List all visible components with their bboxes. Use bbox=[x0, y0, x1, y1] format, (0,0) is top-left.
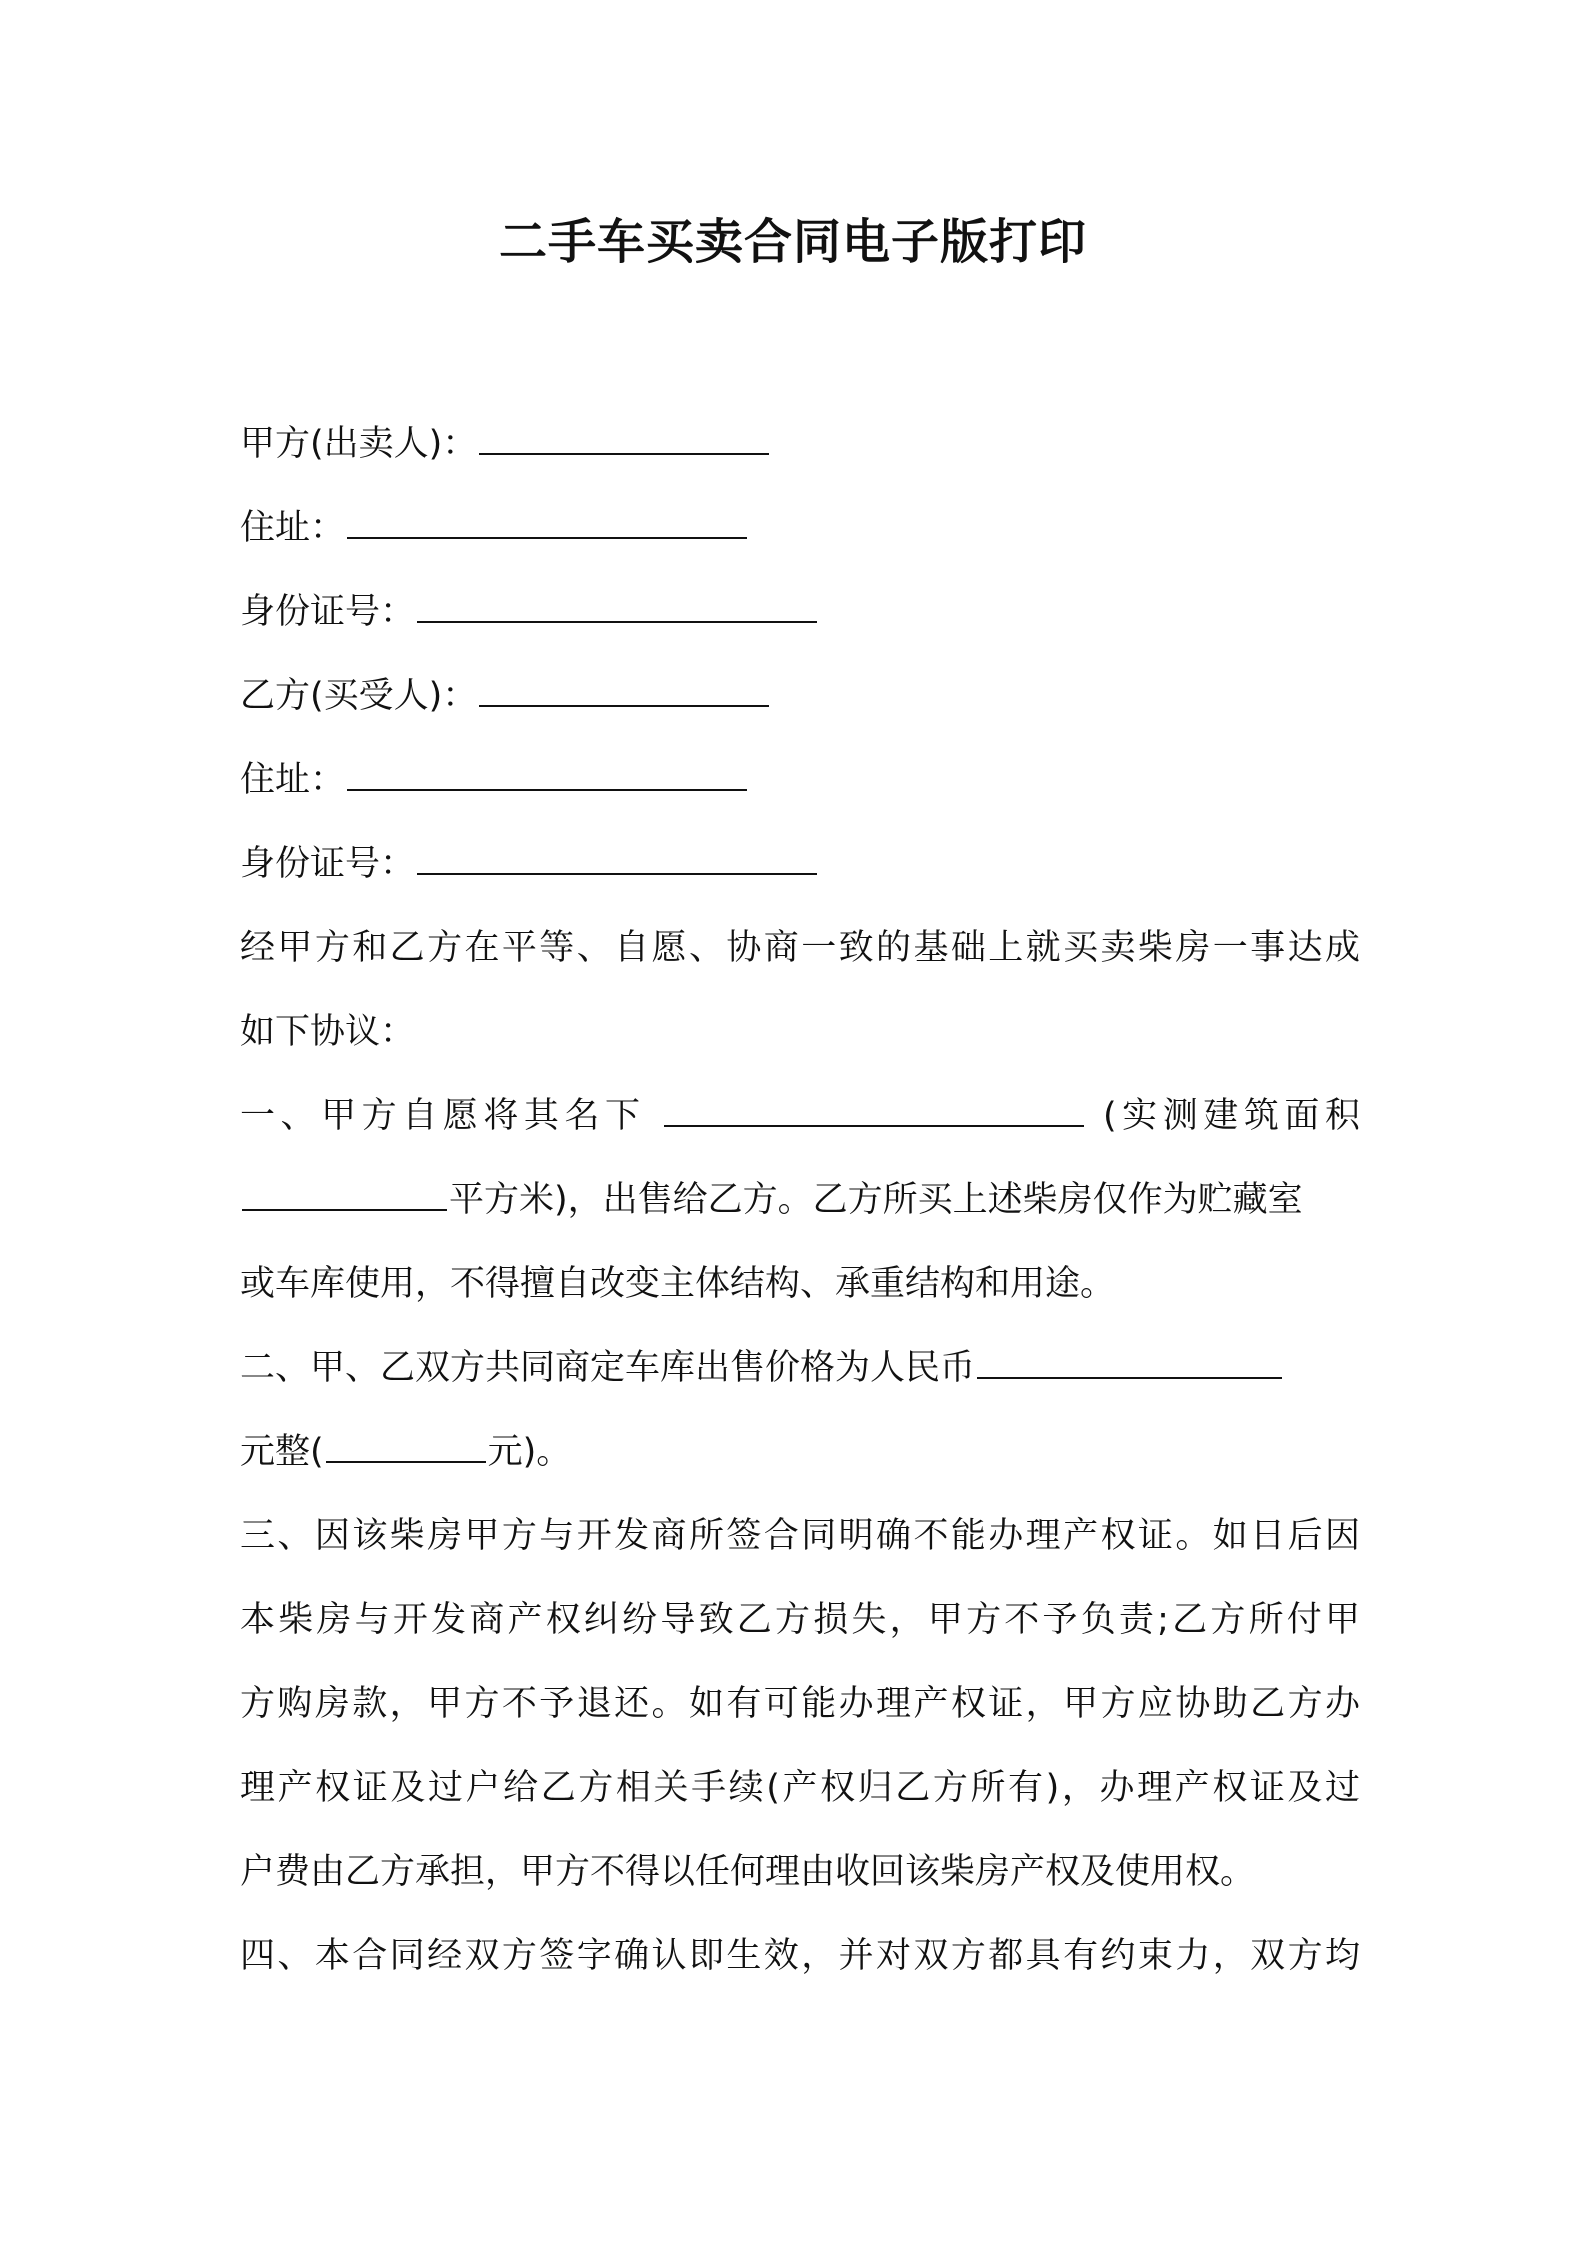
party-a-id-label: 身份证号： bbox=[240, 592, 416, 632]
party-b-address-label: 住址： bbox=[240, 760, 346, 800]
clause-4-line-1 bbox=[240, 1914, 1360, 1998]
intro-line-1 bbox=[240, 906, 1360, 990]
clause-3-line-2 bbox=[240, 1578, 1360, 1662]
party-b-address-blank bbox=[347, 754, 747, 791]
clause-1-line-3 bbox=[240, 1242, 1360, 1326]
contract-body bbox=[240, 402, 1360, 1998]
party-b-id-line bbox=[240, 822, 1360, 906]
party-b-buyer-line bbox=[240, 654, 1360, 738]
party-b-address-line bbox=[240, 738, 1360, 822]
party-b-id-blank bbox=[417, 838, 817, 875]
document-title: 二手车买卖合同电子版打印 bbox=[498, 214, 1087, 270]
price-words-blank bbox=[977, 1342, 1282, 1379]
clause-3-text-4: 理产权证及过户给乙方相关手续(产权归乙方所有)，办理产权证及过 bbox=[240, 1768, 1360, 1808]
clause-3-line-1 bbox=[240, 1494, 1360, 1578]
clause-3-text-5: 户费由乙方承担，甲方不得以任何理由收回该柴房产权及使用权。 bbox=[240, 1852, 1256, 1892]
intro-line-2 bbox=[240, 990, 1360, 1074]
party-a-name-blank bbox=[479, 418, 769, 455]
clause-4-text-1: 四、本合同经双方签字确认即生效，并对双方都具有约束力，双方均 bbox=[240, 1936, 1360, 1976]
area-blank bbox=[242, 1174, 447, 1211]
price-number-blank bbox=[326, 1426, 486, 1463]
party-a-seller-line bbox=[240, 402, 1360, 486]
intro-text-2: 如下协议： bbox=[240, 1012, 416, 1052]
clause-3-text-1: 三、因该柴房甲方与开发商所签合同明确不能办理产权证。如日后因 bbox=[240, 1516, 1360, 1556]
clause-3-text-3: 方购房款，甲方不予退还。如有可能办理产权证，甲方应协助乙方办 bbox=[240, 1684, 1360, 1724]
party-b-id-label: 身份证号： bbox=[240, 844, 416, 884]
party-a-id-line bbox=[240, 570, 1360, 654]
property-description-blank bbox=[664, 1090, 1084, 1127]
clause-3-line-4 bbox=[240, 1746, 1360, 1830]
party-a-address-blank bbox=[347, 502, 747, 539]
clause-2-text-1: 二、甲、乙双方共同商定车库出售价格为人民币 bbox=[240, 1348, 976, 1388]
clause-1-line-2 bbox=[240, 1158, 1360, 1242]
party-b-name-blank bbox=[479, 670, 769, 707]
clause-3-line-5 bbox=[240, 1830, 1360, 1914]
intro-text-1: 经甲方和乙方在平等、自愿、协商一致的基础上就买卖柴房一事达成 bbox=[240, 928, 1360, 968]
party-a-address-line bbox=[240, 486, 1360, 570]
clause-2-text-2a: 元整( bbox=[240, 1432, 324, 1472]
clause-3-line-3 bbox=[240, 1662, 1360, 1746]
clause-1-text-2: 平方米)，出售给乙方。乙方所买上述柴房仅作为贮藏室 bbox=[449, 1180, 1303, 1220]
clause-2-line-2 bbox=[240, 1410, 1360, 1494]
clause-1-text-a: 一、甲方自愿将其名下 bbox=[240, 1096, 646, 1136]
party-b-label: 乙方(买受人)： bbox=[240, 676, 478, 716]
clause-2-line-1 bbox=[240, 1326, 1360, 1410]
party-a-id-blank bbox=[417, 586, 817, 623]
clause-1-text-b: (实测建筑面积 bbox=[1102, 1096, 1360, 1136]
clause-3-text-2: 本柴房与开发商产权纠纷导致乙方损失，甲方不予负责;乙方所付甲 bbox=[240, 1600, 1360, 1640]
clause-1-line-1 bbox=[240, 1074, 1360, 1158]
party-a-label: 甲方(出卖人)： bbox=[240, 424, 478, 464]
clause-1-text-3: 或车库使用，不得擅自改变主体结构、承重结构和用途。 bbox=[240, 1264, 1116, 1304]
party-a-address-label: 住址： bbox=[240, 508, 346, 548]
clause-2-text-2b: 元)。 bbox=[487, 1432, 572, 1472]
